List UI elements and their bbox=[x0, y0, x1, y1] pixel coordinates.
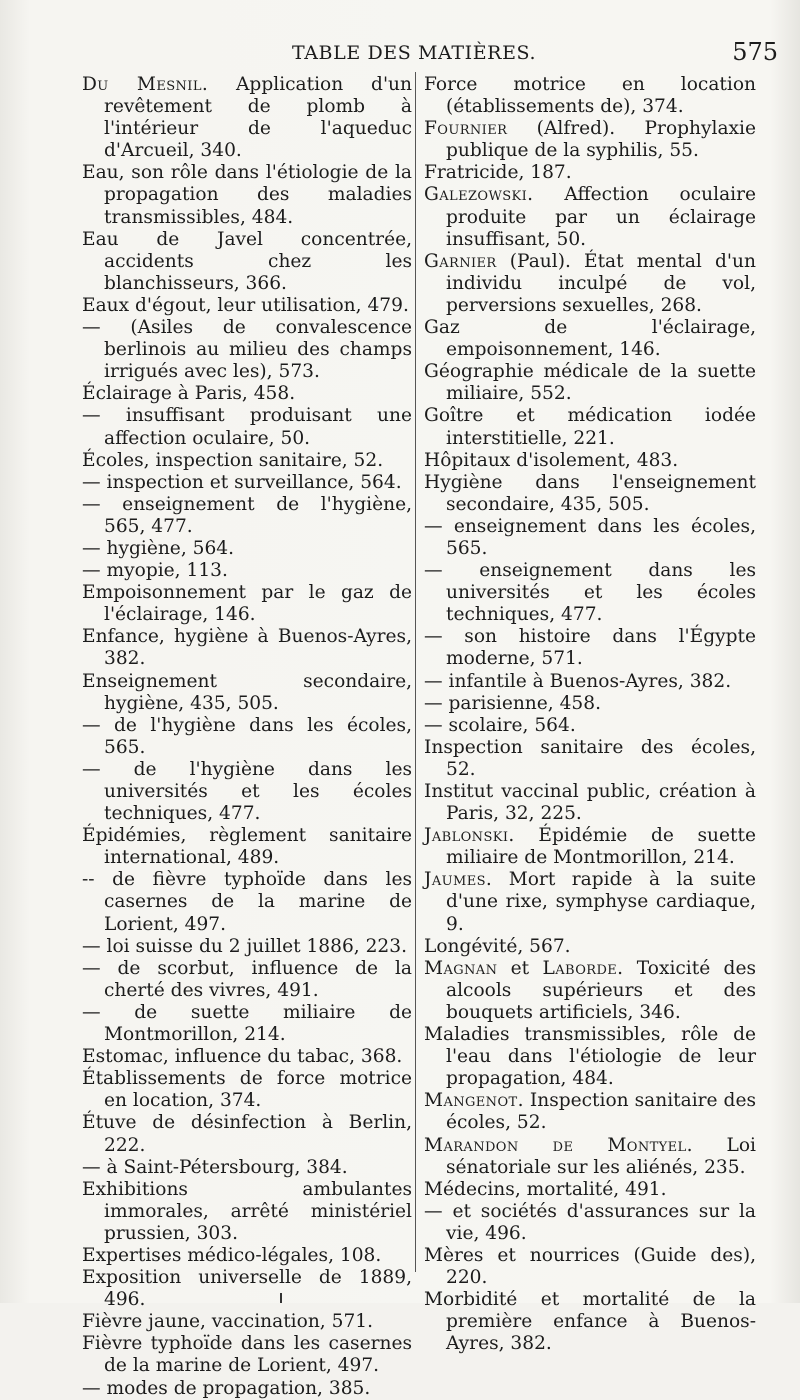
index-entry bbox=[424, 405, 756, 449]
running-title: TABLE DES MATIÈRES. bbox=[292, 42, 537, 64]
entry-text: Application d'un revêtement de plomb à l'intérieur de l'aqueduc d'Arcueil, 340. bbox=[104, 74, 413, 162]
entry-text: Inspection sanitaire des écoles, 52. bbox=[424, 736, 756, 780]
index-entry bbox=[82, 1179, 412, 1245]
index-entry bbox=[82, 229, 412, 295]
entry-text: — enseignement dans les écoles, 565. bbox=[424, 515, 756, 559]
author-name: Garnier bbox=[424, 250, 497, 272]
index-entry bbox=[82, 538, 412, 560]
entry-text: Mères et nourrices (Guide des), 220. bbox=[424, 1244, 756, 1289]
index-entry bbox=[82, 1112, 412, 1156]
index-entry bbox=[424, 1090, 756, 1134]
page-header bbox=[0, 38, 800, 68]
index-entry bbox=[82, 1068, 412, 1112]
entry-text: — infantile à Buenos-Ayres, 382. bbox=[424, 670, 732, 692]
index-entry bbox=[82, 472, 412, 494]
index-entry bbox=[82, 383, 412, 405]
entry-text: Empoisonnement par le gaz de l'éclairage, 146. bbox=[82, 582, 412, 626]
index-entry bbox=[82, 671, 412, 715]
entry-text: Épidémies, règlement sanitaire international, 489. bbox=[82, 825, 412, 869]
author-name: Galezowski. bbox=[424, 184, 534, 206]
entry-text: Mort rapide à la suite d'une rixe, symphyse cardiaque, 9. bbox=[446, 869, 756, 935]
index-entry bbox=[424, 825, 756, 869]
author-name: Du Mesnil. bbox=[82, 74, 209, 95]
index-entry bbox=[424, 560, 756, 626]
entry-text: — de l'hygiène dans les universités et les écoles techniques, 477. bbox=[82, 758, 412, 825]
entry-text: — de suette miliaire de Montmorillon, 214. bbox=[82, 1001, 412, 1046]
author-name: Marandon de Montyel. bbox=[424, 1134, 693, 1156]
entry-text: Hôpitaux d'isolement, 483. bbox=[424, 449, 679, 471]
entry-text: — de l'hygiène dans les écoles, 565. bbox=[82, 714, 412, 758]
entry-text: Longévité, 567. bbox=[424, 935, 571, 957]
entry-text: Géographie médicale de la suette miliaire, 552. bbox=[424, 361, 756, 405]
entry-text: Affection oculaire produite par un éclairage insuffisant, 50. bbox=[446, 184, 756, 250]
entry-text: (Paul). État mental d'un individu inculpé de vol, perversions sexuelles, 268. bbox=[446, 250, 756, 316]
index-entry bbox=[424, 693, 756, 715]
index-entry bbox=[424, 317, 756, 361]
index-entry bbox=[424, 251, 756, 317]
index-entry bbox=[424, 361, 756, 405]
entry-text: -- de fièvre typhoïde dans les casernes de la marine de Lorient, 497. bbox=[82, 869, 412, 935]
entry-text: Fratricide, 187. bbox=[424, 162, 572, 184]
entry-text: Exposition universelle de 1889, 496. bbox=[82, 1267, 412, 1311]
author-name: Jaumes. bbox=[424, 869, 493, 891]
entry-text: — enseignement dans les universités et les écoles techniques, 477. bbox=[424, 560, 756, 626]
index-entry bbox=[82, 1046, 412, 1068]
index-column-right bbox=[424, 74, 756, 1355]
index-entry bbox=[82, 1157, 412, 1179]
entry-text: — hygiène, 564. bbox=[82, 537, 235, 559]
entry-text: Enfance, hygiène à Buenos-Ayres, 382. bbox=[82, 626, 412, 670]
index-entry bbox=[424, 184, 756, 250]
index-entry bbox=[82, 405, 412, 449]
index-entry bbox=[82, 869, 412, 935]
page-number: 575 bbox=[732, 38, 778, 66]
index-entry bbox=[424, 715, 756, 737]
index-entry bbox=[424, 958, 756, 1024]
index-entry bbox=[82, 74, 412, 162]
entry-text: Morbidité et mortalité de la première enfance à Buenos-Ayres, 382. bbox=[424, 1289, 756, 1355]
entry-text: — à Saint-Pétersbourg, 384. bbox=[82, 1156, 348, 1178]
ink-mark bbox=[280, 1293, 282, 1303]
index-entry bbox=[424, 869, 756, 935]
entry-text: Gaz de l'éclairage, empoisonnement, 146. bbox=[424, 317, 756, 361]
entry-text: — insuffisant produisant une affection oculaire, 50. bbox=[82, 405, 412, 449]
index-entry bbox=[82, 317, 412, 383]
index-entry bbox=[424, 1289, 756, 1355]
entry-text: — inspection et surveillance, 564. bbox=[82, 471, 402, 493]
entry-text: Eau de Javel concentrée, accidents chez les blanchisseurs, 366. bbox=[82, 228, 412, 294]
entry-text: Fièvre typhoïde dans les casernes de la marine de Lorient, 497. bbox=[82, 1333, 412, 1377]
entry-text: — modes de propagation, 385. bbox=[82, 1377, 371, 1399]
entry-text: Maladies transmissibles, rôle de l'eau dans l'étiologie de leur propagation, 484. bbox=[424, 1024, 756, 1090]
index-entry bbox=[82, 715, 412, 759]
author-name: Magnan bbox=[424, 957, 498, 979]
index-entry bbox=[82, 494, 412, 538]
entry-text: — loi suisse du 2 juillet 1886, 223. bbox=[82, 935, 408, 957]
entry-text: Étuve de désinfection à Berlin, 222. bbox=[82, 1112, 412, 1156]
entry-text: — (Asiles de convalescence berlinois au milieu des champs irrigués avec les), 573. bbox=[82, 317, 412, 383]
entry-text: — scolaire, 564. bbox=[424, 714, 576, 736]
entry-text: Eau, son rôle dans l'étiologie de la propagation des maladies transmissibles, 484. bbox=[82, 162, 412, 228]
index-entry bbox=[82, 1267, 412, 1311]
entry-text: Épidémie de suette miliaire de Montmorillon, 214. bbox=[446, 825, 756, 869]
entry-text: Institut vaccinal public, création à Paris, 32, 225. bbox=[424, 781, 756, 825]
index-entry bbox=[82, 560, 412, 582]
index-entry bbox=[82, 1245, 412, 1267]
entry-text: Expertises médico-légales, 108. bbox=[82, 1244, 382, 1266]
index-entry bbox=[424, 472, 756, 516]
entry-text: Éclairage à Paris, 458. bbox=[82, 383, 296, 405]
entry-text: — et sociétés d'assurances sur la vie, 496. bbox=[424, 1200, 756, 1244]
entry-text: — enseignement de l'hygiène, 565, 477. bbox=[82, 493, 412, 537]
author-name: Mangenot. bbox=[424, 1090, 524, 1112]
entry-text: Force motrice en location (établissements de), 374. bbox=[424, 74, 756, 118]
index-entry bbox=[424, 671, 756, 693]
index-entry bbox=[82, 759, 412, 825]
index-entry bbox=[82, 626, 412, 670]
index-entry bbox=[424, 516, 756, 560]
index-entry bbox=[424, 1179, 756, 1201]
index-entry bbox=[82, 162, 412, 228]
entry-text: Écoles, inspection sanitaire, 52. bbox=[82, 449, 384, 471]
index-entry bbox=[424, 737, 756, 781]
entry-text: — son histoire dans l'Égypte moderne, 571. bbox=[424, 626, 756, 670]
entry-text: — myopie, 113. bbox=[82, 560, 228, 582]
index-entry bbox=[424, 1024, 756, 1090]
index-entry bbox=[82, 958, 412, 1002]
index-entry bbox=[424, 626, 756, 670]
index-entry bbox=[424, 162, 756, 184]
index-entry bbox=[424, 1135, 756, 1179]
entry-text: Fièvre jaune, vaccination, 571. bbox=[82, 1311, 374, 1333]
index-entry bbox=[82, 582, 412, 626]
index-entry bbox=[424, 1201, 756, 1245]
entry-text: Eaux d'égout, leur utilisation, 479. bbox=[82, 294, 409, 316]
index-entry bbox=[82, 936, 412, 958]
index-entry bbox=[82, 1311, 412, 1333]
index-entry bbox=[424, 781, 756, 825]
index-entry bbox=[82, 1378, 412, 1400]
author-name: Jablonski. bbox=[424, 825, 515, 847]
entry-text: Toxicité des alcools supérieurs et des bouquets artificiels, 346. bbox=[446, 957, 756, 1023]
entry-text: (Alfred). Prophylaxie publique de la syphilis, 55. bbox=[446, 118, 756, 162]
author-name: Fournier bbox=[424, 118, 508, 140]
index-column-left bbox=[82, 74, 412, 1400]
entry-text: Hygiène dans l'enseignement secondaire, 435, 505. bbox=[424, 471, 756, 515]
entry-text: Médecins, mortalité, 491. bbox=[424, 1178, 667, 1200]
entry-text: — parisienne, 458. bbox=[424, 692, 601, 714]
index-entry bbox=[82, 295, 412, 317]
entry-text: Exhibitions ambulantes immorales, arrêté ministériel prussien, 303. bbox=[82, 1178, 412, 1244]
entry-text: Goître et médication iodée interstitielle, 221. bbox=[424, 405, 756, 449]
entry-text: et bbox=[497, 957, 543, 979]
entry-text: Inspection sanitaire des écoles, 52. bbox=[446, 1090, 756, 1134]
index-entry bbox=[424, 74, 756, 118]
entry-text: Loi sénatoriale sur les aliénés, 235. bbox=[446, 1134, 756, 1178]
index-entry bbox=[424, 450, 756, 472]
index-entry bbox=[82, 1002, 412, 1046]
entry-text: — de scorbut, influence de la cherté des vivres, 491. bbox=[82, 957, 412, 1001]
index-entry bbox=[82, 1333, 412, 1377]
entry-text: Estomac, influence du tabac, 368. bbox=[82, 1046, 403, 1068]
author-name: Laborde. bbox=[542, 957, 624, 979]
entry-text: Établissements de force motrice en location, 374. bbox=[82, 1068, 412, 1112]
column-divider bbox=[415, 72, 416, 1272]
index-entry bbox=[424, 118, 756, 162]
index-entry bbox=[424, 936, 756, 958]
entry-text: Enseignement secondaire, hygiène, 435, 505. bbox=[82, 670, 412, 714]
index-entry bbox=[424, 1245, 756, 1289]
index-entry bbox=[82, 450, 412, 472]
index-entry bbox=[82, 825, 412, 869]
